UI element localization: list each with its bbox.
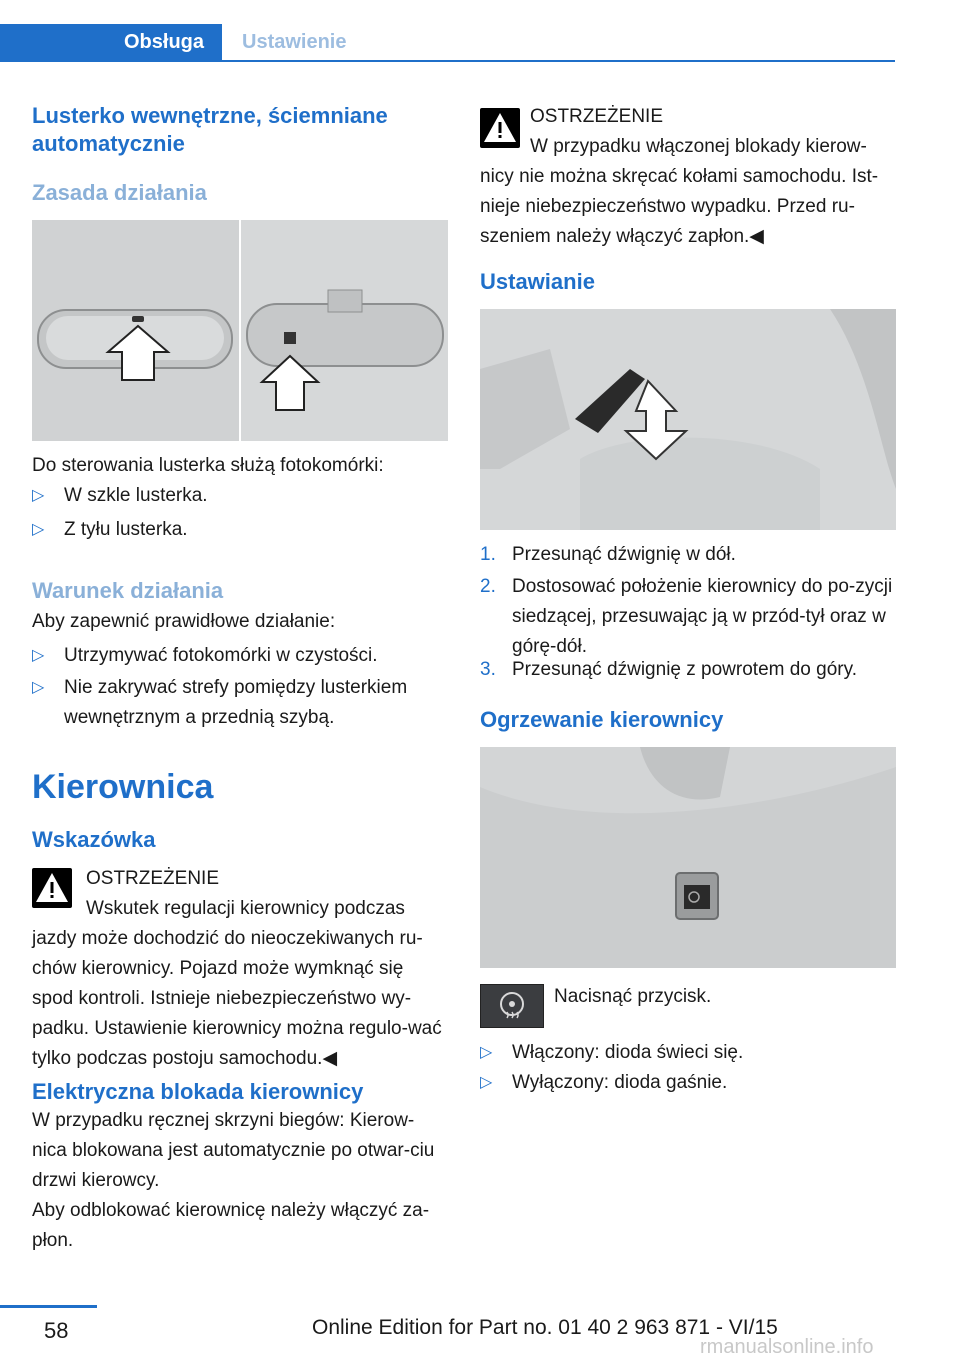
step-item: 2. Dostosować położenie kierownicy do po‐zycji siedzącej, przesuwając ją w przód-tył oraz w górę-dół.: [480, 572, 896, 662]
warning-text: nicy nie można skręcać kołami samochodu. Ist‐nieje niebezpieczeństwo wypadku. Przed ru‐szeniem należy włączyć zapłon.◀: [480, 166, 879, 247]
mirror-intro: Do sterowania lusterka służą fotokomórki:: [32, 455, 384, 476]
section-tabs: [0, 24, 895, 62]
step-item: 1. Przesunąć dźwignię w dół.: [480, 540, 896, 570]
triangle-bullet-icon: ▷: [32, 487, 45, 504]
heading-note: Wskazówka: [32, 827, 156, 852]
heating-photo: [480, 747, 896, 968]
step-item: 3. Przesunąć dźwignię z powrotem do góry.: [480, 655, 896, 685]
lever-photo: [480, 309, 896, 530]
list-item: ▷ Nie zakrywać strefy pomiędzy lusterkiem wewnętrznym a przednią szybą.: [32, 673, 448, 733]
list-item: ▷ Utrzymywać fotokomórki w czystości.: [32, 641, 448, 671]
unlock-paragraph: Aby odblokować kierownicę należy włączyć za‐płon.: [32, 1200, 430, 1251]
heading-adjust: Ustawianie: [480, 269, 595, 294]
heading-condition: Warunek działania: [32, 578, 224, 603]
step-number: 1.: [480, 544, 496, 565]
warning-first-line: Wskutek regulacji kierownicy podczas: [86, 898, 405, 919]
condition-intro: Aby zapewnić prawidłowe działanie:: [32, 611, 336, 632]
list-item: ▷ Wyłączony: dioda gaśnie.: [480, 1068, 896, 1098]
warning-first-line: W przypadku włączonej blokady kierow‐: [530, 136, 867, 157]
warning-title: OSTRZEŻENIE: [86, 868, 220, 889]
tab-ustawienie[interactable]: Ustawienie: [242, 30, 347, 53]
mirror-photo: [32, 220, 448, 441]
list-item: ▷ Włączony: dioda świeci się.: [480, 1038, 896, 1068]
heading-steering: Kierownica: [32, 768, 214, 806]
triangle-bullet-icon: ▷: [32, 679, 45, 696]
watermark: rmanualsonline.info: [700, 1336, 874, 1358]
warning-text: jazdy może dochodzić do nieoczekiwanych ru‐chów kierownicy. Pojazd może wymknąć się spod kontroli. Istnieje niebezpieczeństwo wy‐padku. Ustawienie kierownicy można regulo‐wać tylko podczas postoju samochodu.◀: [32, 928, 442, 1069]
heading-lock: Elektryczna blokada kierownicy: [32, 1079, 364, 1104]
list-item: ▷ Z tyłu lusterka.: [32, 515, 448, 545]
lock-paragraph: W przypadku ręcznej skrzyni biegów: Kierow‐nica blokowana jest automatycznie po otwar‐ciu drzwi kierowcy.: [32, 1110, 435, 1191]
triangle-bullet-icon: ▷: [32, 647, 45, 664]
steering-heating-button-icon: [480, 984, 544, 1028]
page-number: 58: [44, 1318, 69, 1343]
press-button-text: Nacisnąć przycisk.: [554, 986, 712, 1007]
edition-text: Online Edition for Part no. 01 40 2 963 871 - VI/15: [312, 1316, 778, 1339]
step-number: 3.: [480, 659, 496, 680]
heading-mirror: Lusterko wewnętrzne, ściemniane automatycznie: [32, 103, 388, 156]
tab-divider: [0, 60, 895, 62]
step-number: 2.: [480, 576, 496, 597]
heading-heating: Ogrzewanie kierownicy: [480, 707, 724, 732]
triangle-bullet-icon: ▷: [480, 1074, 493, 1091]
warning-icon: [480, 108, 520, 148]
list-item: ▷ W szkle lusterka.: [32, 481, 448, 511]
tab-obsluga[interactable]: Obsługa: [0, 24, 222, 60]
warning-icon: [32, 868, 72, 908]
triangle-bullet-icon: ▷: [480, 1044, 493, 1061]
warning-title: OSTRZEŻENIE: [530, 106, 664, 127]
footer-rule: [0, 1305, 97, 1308]
heading-principle: Zasada działania: [32, 180, 207, 205]
triangle-bullet-icon: ▷: [32, 521, 45, 538]
